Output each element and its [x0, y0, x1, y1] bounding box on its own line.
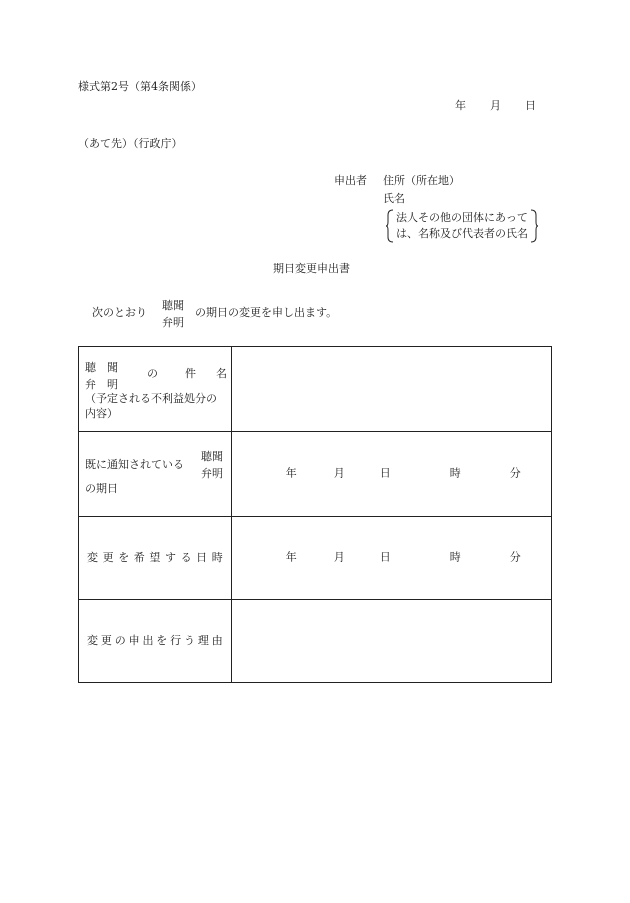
- table-row: [79, 517, 552, 600]
- desired-date-value-cell[interactable]: [231, 517, 551, 600]
- row3-char: す: [164, 550, 176, 564]
- table-row: [79, 347, 552, 432]
- address-label: 住所（所在地）: [383, 174, 460, 187]
- row4-char: 出: [142, 633, 154, 647]
- row3-char: 更: [102, 550, 114, 564]
- form-table: [78, 346, 552, 683]
- row3-char: を: [118, 550, 130, 564]
- addressee: （あて先）（行政庁）: [78, 137, 183, 150]
- row2-option-explanation: 弁明: [201, 467, 223, 480]
- row1-mei: 名: [216, 367, 227, 380]
- row2-label-prefix: 既に通知されている: [85, 458, 184, 471]
- notified-date-label-cell: [79, 432, 232, 517]
- row3-char: る: [180, 550, 192, 564]
- row3-year-label: 年: [285, 550, 297, 564]
- row3-minute-label: 分: [509, 550, 521, 564]
- reason-value-cell[interactable]: [231, 600, 551, 683]
- date-day-label: 日: [525, 99, 536, 112]
- row4-char: を: [156, 633, 168, 647]
- desired-date-label-cell: [79, 517, 232, 600]
- row1-no: の: [147, 367, 158, 380]
- case-name-value-cell[interactable]: [231, 347, 551, 432]
- notified-date-value-cell[interactable]: [231, 432, 551, 517]
- row1-option-explanation: 弁 明: [85, 378, 118, 391]
- row2-year-label: 年: [285, 466, 297, 480]
- document-title: 期日変更申出書: [273, 262, 350, 275]
- row1-note: （予定される不利益処分の内容）: [85, 392, 217, 420]
- row3-month-label: 月: [333, 550, 345, 564]
- form-number: 様式第2号（第4条関係）: [78, 80, 202, 93]
- intro-option-hearing: 聴聞: [162, 299, 184, 312]
- intro-prefix: 次のとおり: [92, 306, 147, 319]
- row4-char: 行: [170, 633, 182, 647]
- intro-option-explanation: 弁明: [162, 316, 184, 329]
- reason-label-cell: [79, 600, 232, 683]
- row3-char: 時: [211, 550, 223, 564]
- row1-ken: 件: [185, 367, 196, 380]
- row1-option-hearing: 聴 聞: [85, 361, 118, 374]
- table-row: [79, 600, 552, 683]
- row3-char: 希: [133, 550, 145, 564]
- row4-char: 由: [211, 633, 223, 647]
- row2-month-label: 月: [333, 466, 345, 480]
- date-year-label: 年: [455, 99, 466, 112]
- case-name-label-cell: [79, 347, 232, 432]
- row4-char: 理: [197, 633, 209, 647]
- corporate-note-line2: は、名称及び代表者の氏名: [396, 227, 528, 240]
- date-month-label: 月: [490, 99, 501, 112]
- row2-label-suffix: の期日: [85, 482, 118, 495]
- row2-hour-label: 時: [449, 466, 461, 480]
- corporate-note-line1: 法人その他の団体にあって: [396, 211, 528, 224]
- row4-char: 申: [128, 633, 140, 647]
- row3-hour-label: 時: [449, 550, 461, 564]
- row3-char: 日: [196, 550, 208, 564]
- row3-day-label: 日: [379, 550, 391, 564]
- row2-day-label: 日: [379, 466, 391, 480]
- intro-suffix: の期日の変更を申し出ます。: [195, 306, 338, 319]
- row4-char: 更: [100, 633, 112, 647]
- row3-char: 変: [87, 550, 98, 564]
- row2-minute-label: 分: [509, 466, 521, 480]
- row4-char: 変: [87, 633, 98, 647]
- table-row: [79, 432, 552, 517]
- row4-char: の: [114, 633, 126, 647]
- row2-option-hearing: 聴聞: [201, 450, 223, 463]
- intro-options: [162, 297, 184, 331]
- row3-char: 望: [149, 550, 161, 564]
- applicant-label: 申出者: [334, 174, 367, 187]
- name-label: 氏名: [383, 192, 405, 205]
- corporate-note: [386, 209, 538, 243]
- row4-char: う: [184, 633, 196, 647]
